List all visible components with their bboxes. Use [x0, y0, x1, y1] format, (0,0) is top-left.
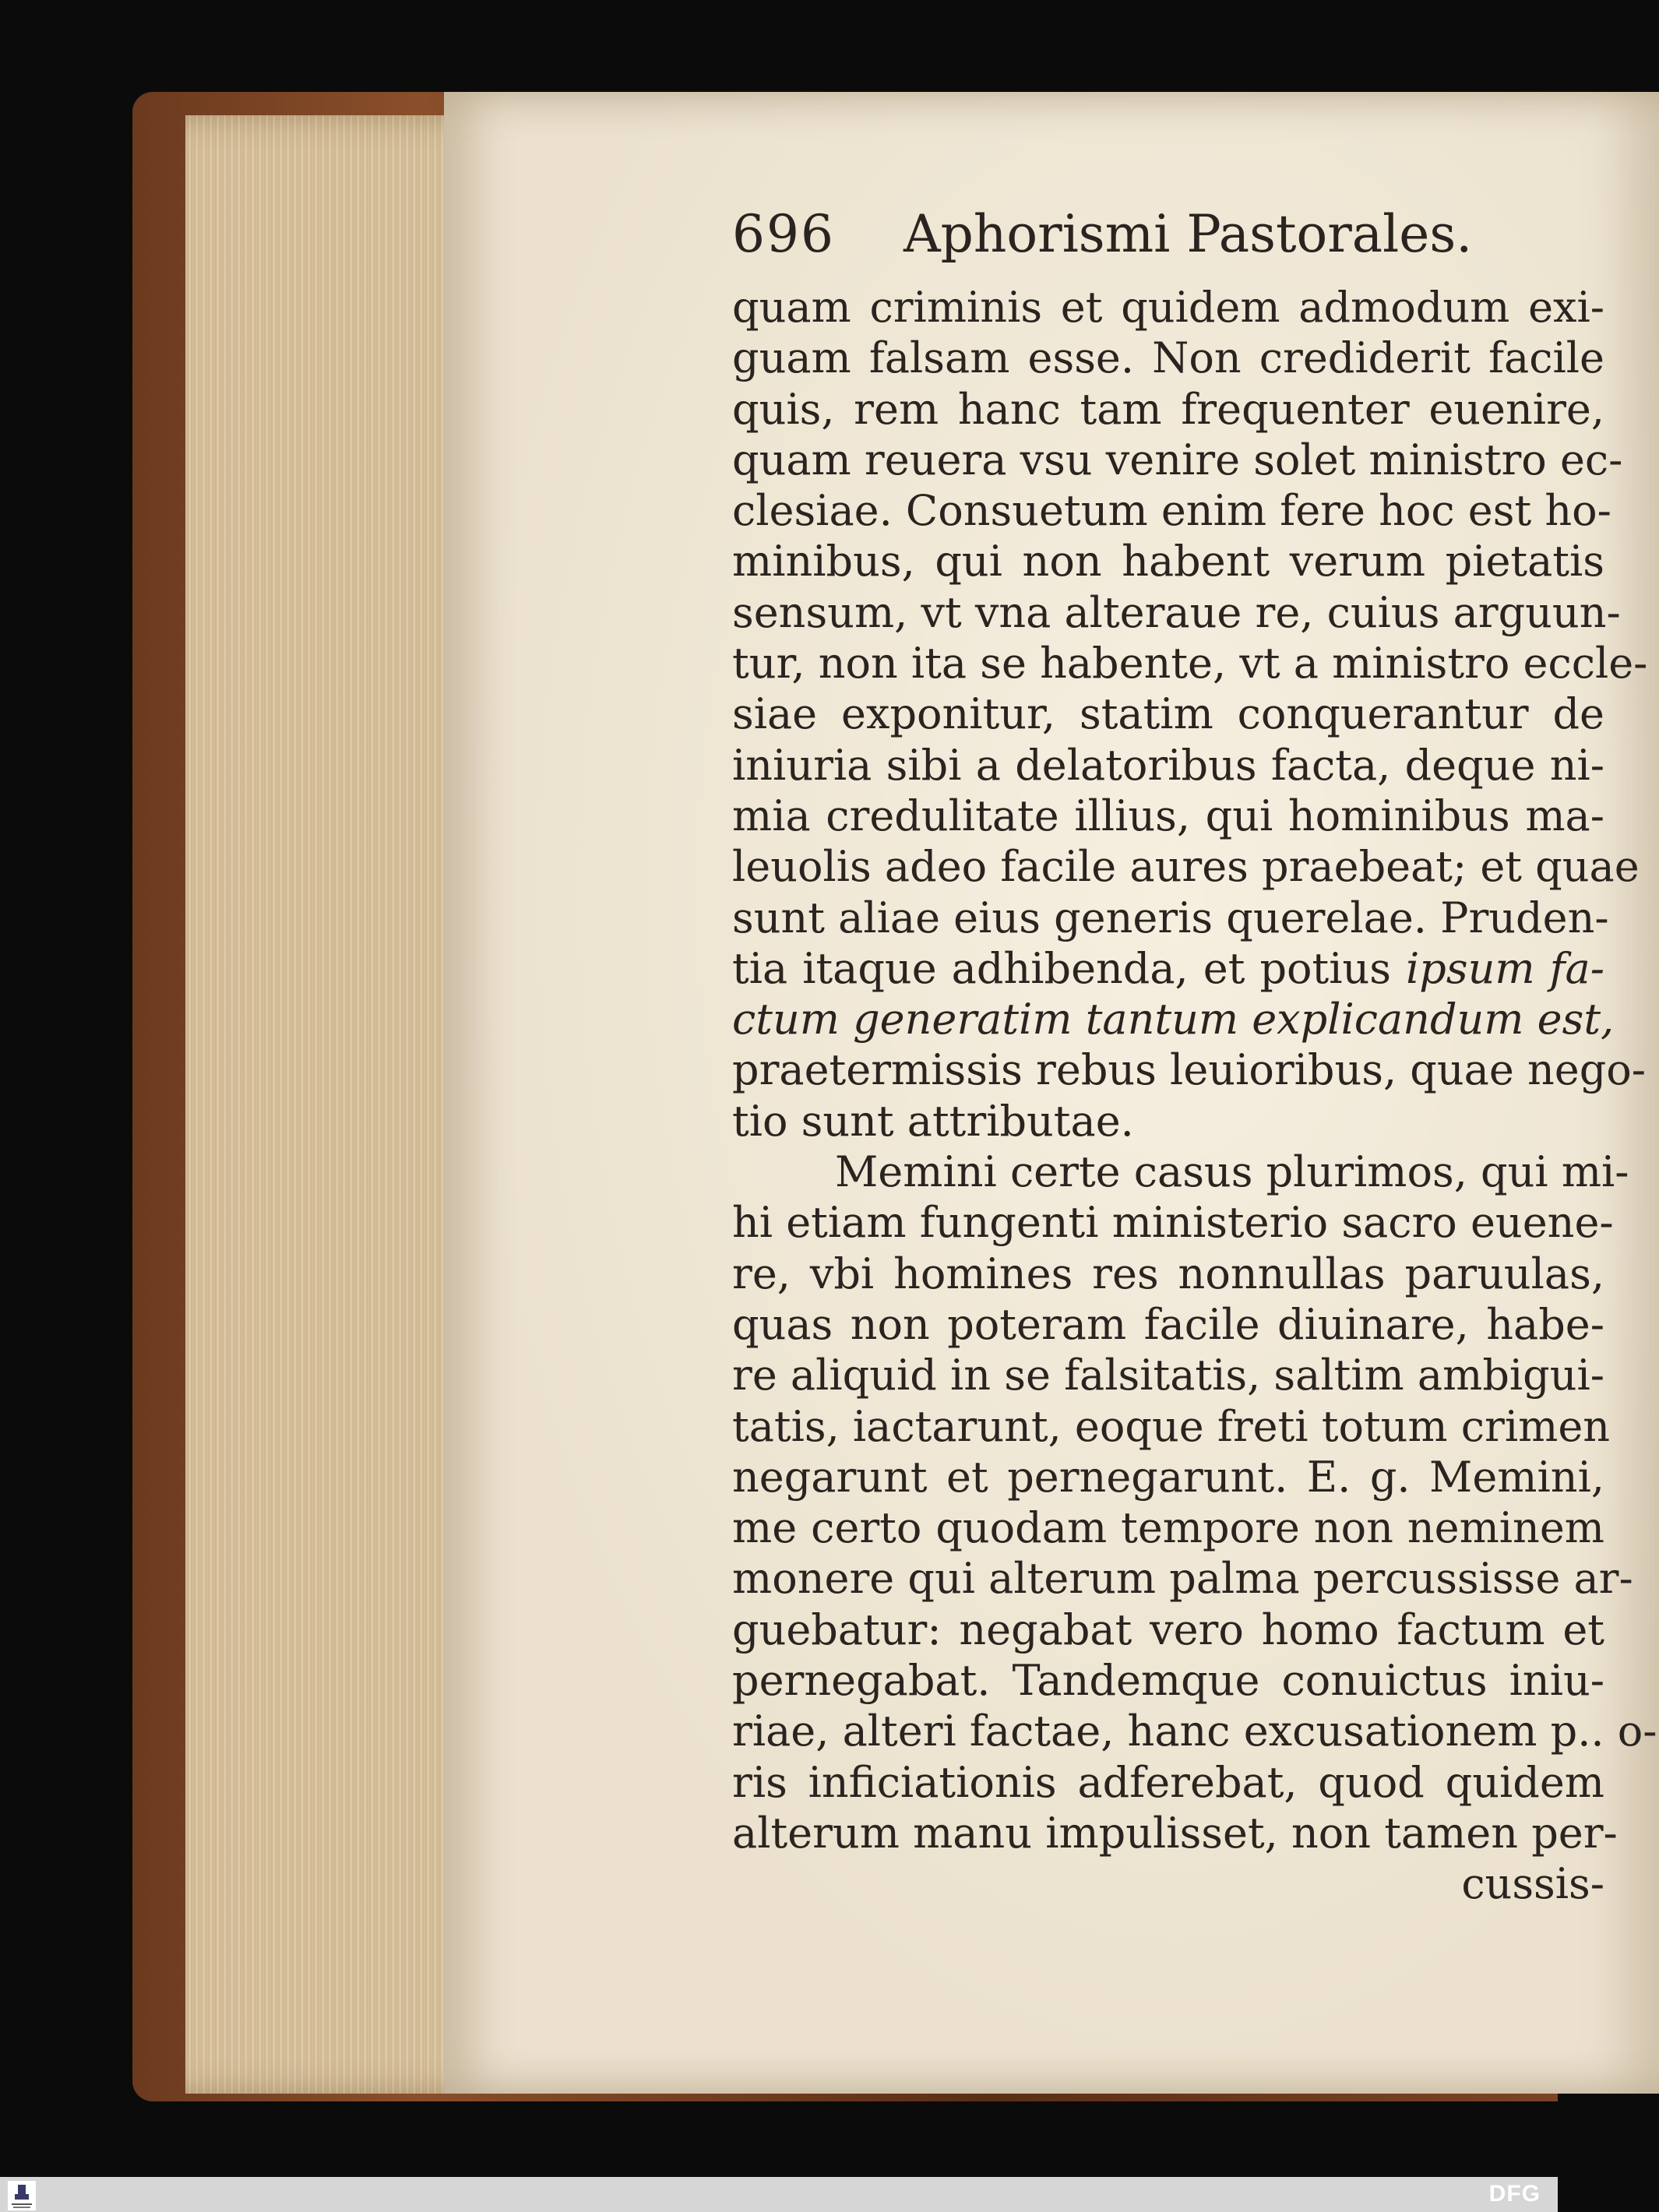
- text-line: me certo quodam tempore non neminem: [732, 1503, 1604, 1553]
- text-line: tur, non ita se habente, vt a ministro eccle-: [732, 639, 1648, 689]
- page-number: 696: [732, 204, 835, 264]
- text-line: pernegabat. Tandemque conuictus iniu-: [732, 1656, 1604, 1706]
- text-line: sunt aliae eius generis querelae. Pruden-: [732, 893, 1609, 942]
- text-line-mixed: [732, 943, 1604, 994]
- text-line: alterum manu impulisset, non tamen per-: [732, 1808, 1618, 1858]
- italic-text: ipsum fa-: [1406, 943, 1605, 993]
- running-head: [732, 204, 1604, 264]
- book: [132, 92, 1657, 2101]
- text-line: guam falsam esse. Non crediderit facile: [732, 333, 1604, 383]
- text-line: monere qui alterum palma percussisse ar-: [732, 1554, 1633, 1604]
- text-line: quam reuera vsu venire solet ministro ec-: [732, 435, 1623, 484]
- text-line: negarunt et pernegarunt. E. g. Memini,: [732, 1452, 1604, 1502]
- library-seal-icon: [8, 2181, 36, 2210]
- text-line: guebatur: negabat vero homo factum et: [732, 1604, 1604, 1654]
- italic-text-line: ctum generatim tantum explicandum est,: [732, 995, 1615, 1044]
- paragraph-start-line: Memini certe casus plurimos, qui mi-: [835, 1147, 1629, 1197]
- text-line: quam criminis et quidem admodum exi-: [732, 283, 1604, 332]
- running-title: Aphorismi Pastorales.: [903, 204, 1473, 264]
- text-line: ris inficiationis adferebat, quod quidem: [732, 1757, 1604, 1807]
- catchword: cussis-: [1461, 1859, 1604, 1909]
- text-line: re, vbi homines res nonnullas paruulas,: [732, 1249, 1604, 1298]
- text-line: quis, rem hanc tam frequenter euenire,: [732, 384, 1604, 434]
- text-line: quas non poteram facile diuinare, habe-: [732, 1299, 1604, 1349]
- text-line: iniuria sibi a delatoribus facta, deque ni-: [732, 740, 1604, 790]
- text-line: praetermissis rebus leuioribus, quae nego-: [732, 1045, 1647, 1095]
- text-line: tatis, iactarunt, eoque freti totum crimen: [732, 1401, 1611, 1451]
- dfg-watermark: DFG: [1488, 2181, 1541, 2207]
- text-line: clesiae. Consuetum enim fere hoc est ho-: [732, 486, 1611, 536]
- viewer-footer-bar: [0, 2177, 1558, 2212]
- text-block: [732, 204, 1657, 1910]
- text-line: re aliquid in se falsitatis, saltim ambigui-: [732, 1351, 1605, 1400]
- text-segment: tia itaque adhibenda, et potius: [732, 943, 1391, 993]
- text-line: siae exponitur, statim conquerantur de: [732, 689, 1604, 739]
- text-line: hi etiam fungenti ministerio sacro euene-: [732, 1198, 1614, 1248]
- text-line: riae, alteri factae, hanc excusationem p.. o-: [732, 1707, 1657, 1756]
- text-line: mia credulitate illius, qui hominibus ma-: [732, 791, 1604, 840]
- text-line: minibus, qui non habent verum pietatis: [732, 537, 1604, 586]
- book-page: [444, 92, 1659, 2094]
- text-line: leuolis adeo facile aures praebeat; et quae: [732, 842, 1640, 892]
- text-line: tio sunt attributae.: [732, 1096, 1134, 1146]
- text-line: sensum, vt vna alteraue re, cuius arguun-: [732, 587, 1621, 637]
